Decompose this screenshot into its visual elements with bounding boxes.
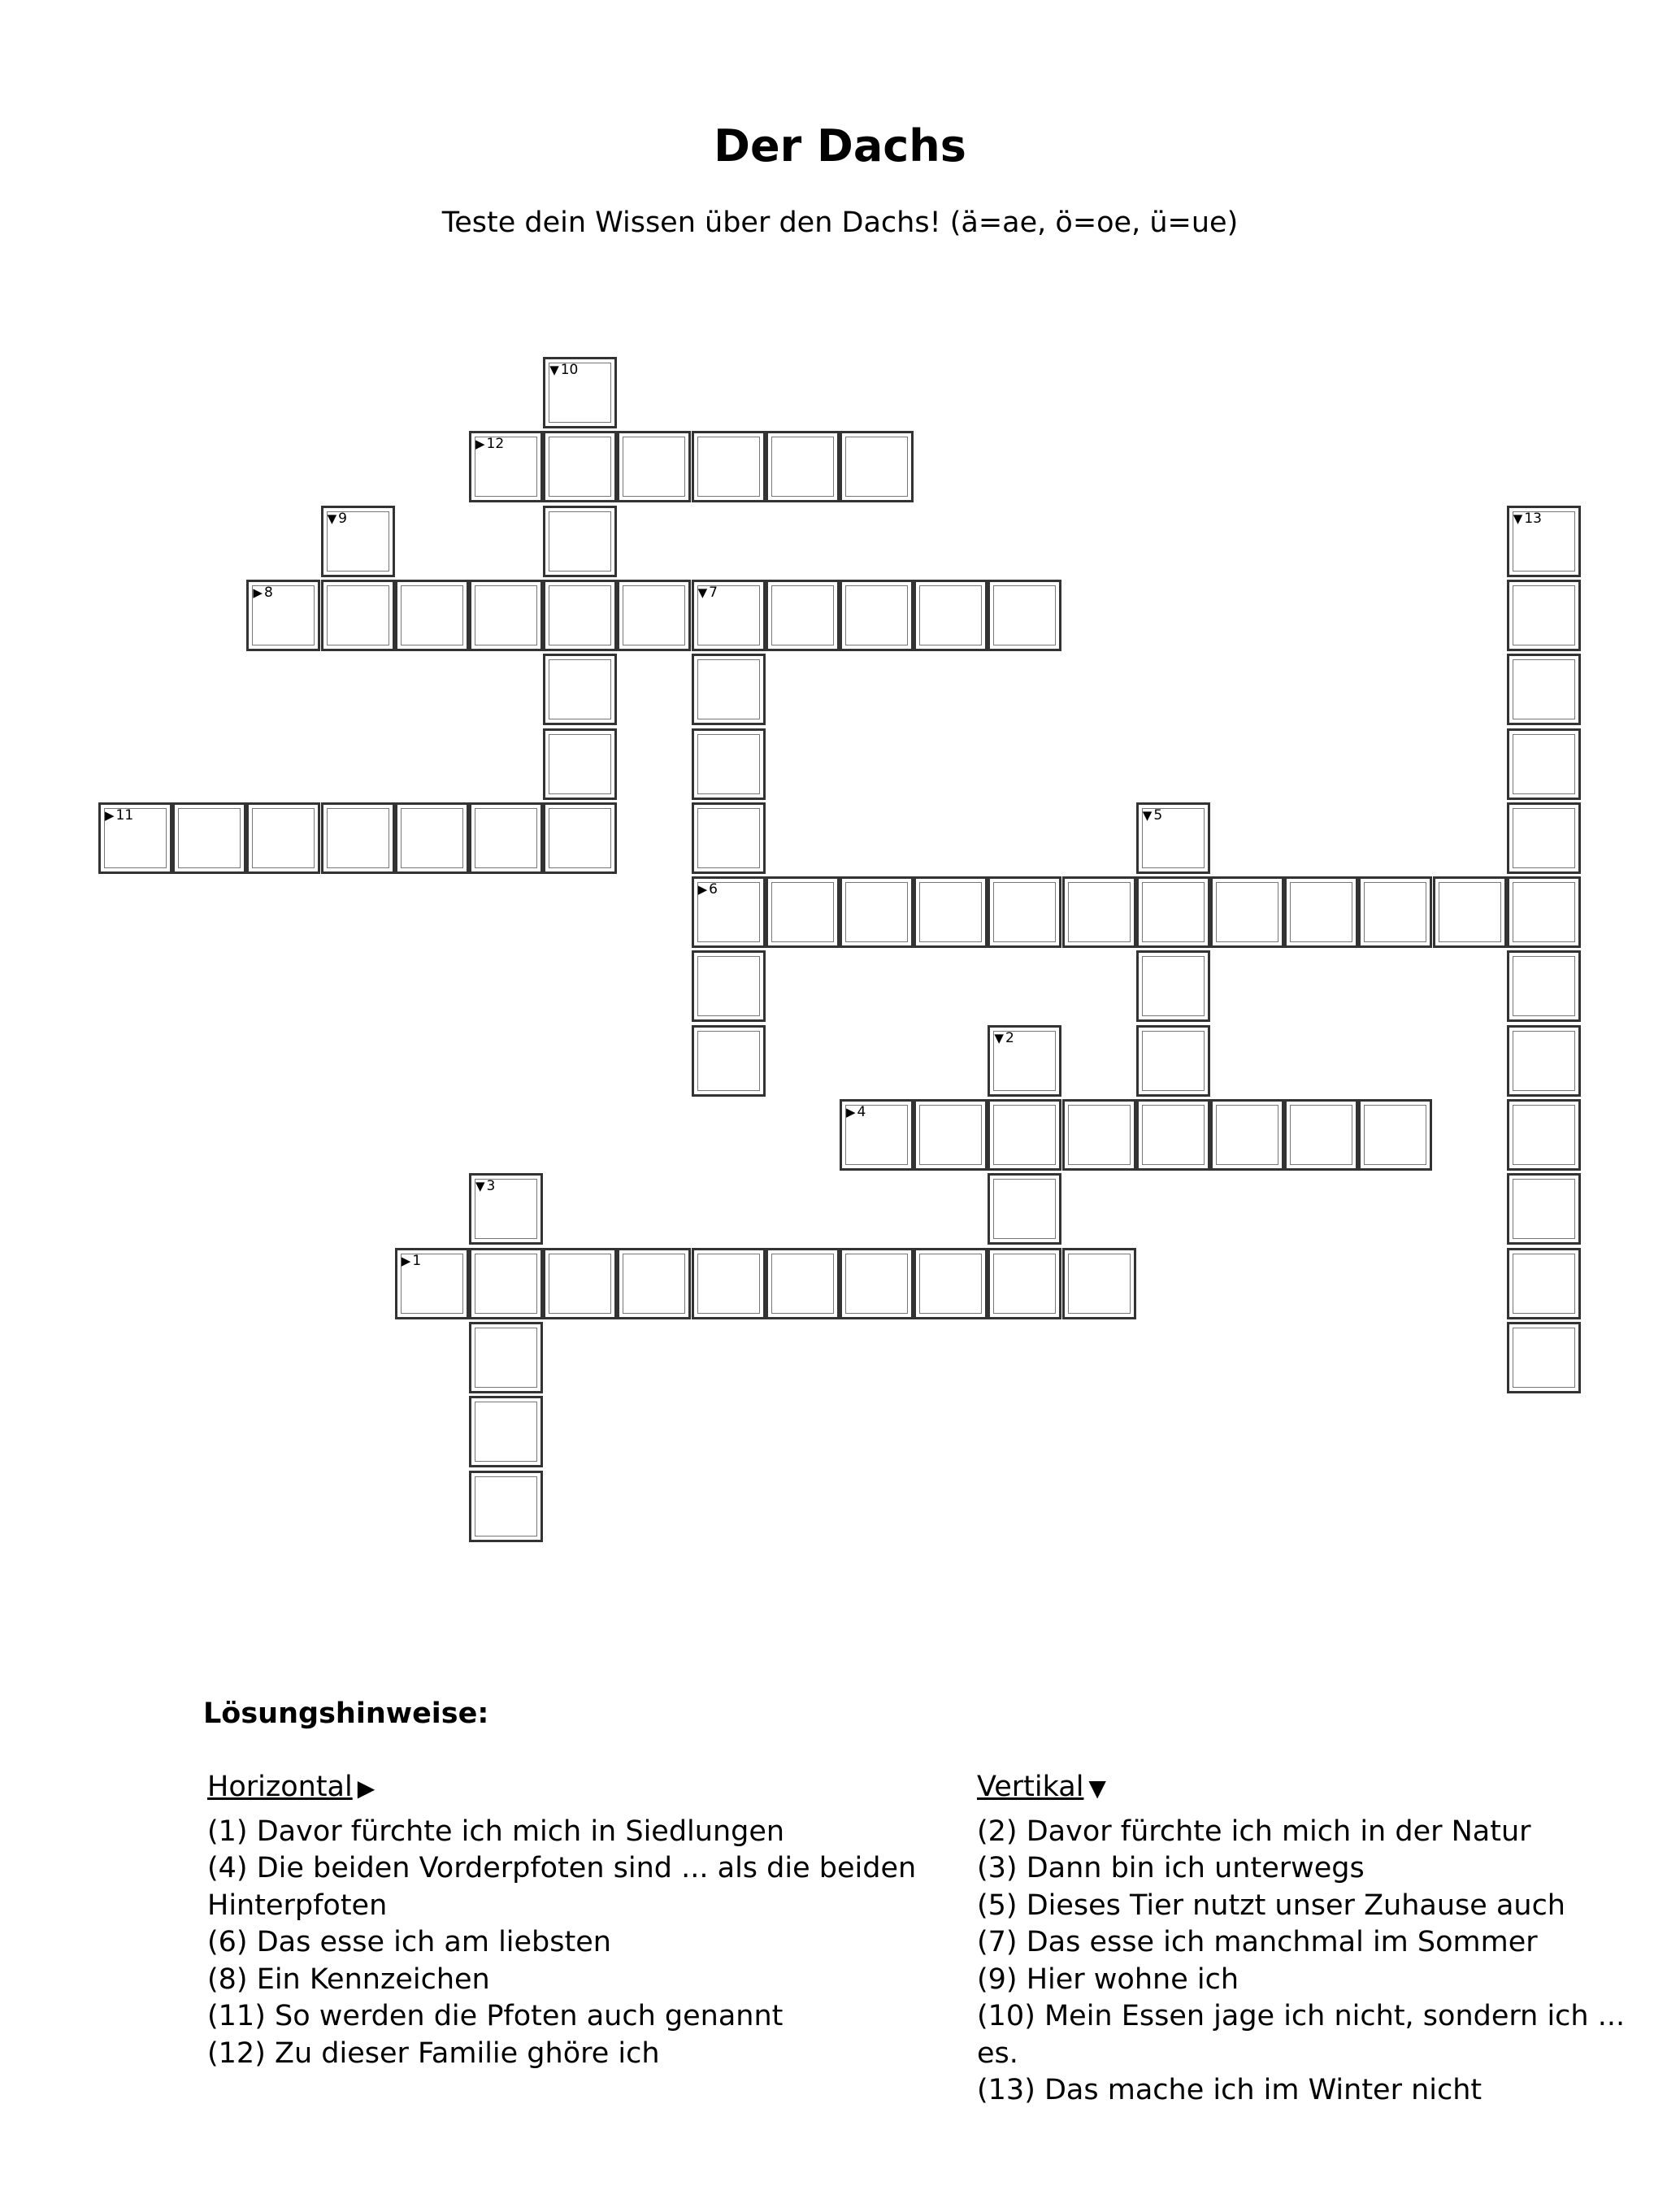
arrow-right-icon: ▶: [253, 585, 263, 600]
clue-number-label: [698, 585, 718, 601]
arrow-right-icon: ▶: [401, 1253, 411, 1268]
across-clue: (4) Die beiden Vorderpfoten sind ... als die beiden Hinterpfoten: [207, 1852, 917, 1922]
crossword-cell[interactable]: [766, 431, 840, 502]
clues-down-list: [977, 1814, 1652, 2110]
crossword-cell[interactable]: [692, 950, 766, 1022]
crossword-cell[interactable]: [469, 1248, 543, 1319]
crossword-cell[interactable]: [321, 580, 395, 651]
clue-number: 9: [338, 510, 347, 527]
clue-number: 3: [486, 1178, 496, 1195]
across-clue: (12) Zu dieser Familie ghöre ich: [207, 2036, 660, 2070]
crossword-cell[interactable]: [543, 580, 617, 651]
arrow-down-icon: ▼: [1513, 511, 1523, 526]
down-heading-label: Vertikal: [977, 1771, 1084, 1803]
page-title: Der Dachs: [714, 120, 966, 172]
crossword-cell[interactable]: [395, 1248, 469, 1319]
crossword-cell[interactable]: [766, 580, 840, 651]
crossword-cell[interactable]: [1507, 654, 1581, 725]
crossword-cell[interactable]: [543, 802, 617, 874]
crossword-cell[interactable]: [988, 1173, 1061, 1245]
crossword-cell[interactable]: [988, 1099, 1061, 1171]
crossword-cell[interactable]: [692, 728, 766, 800]
crossword-cell[interactable]: [914, 876, 988, 948]
arrow-down-icon: ▼: [549, 363, 559, 377]
crossword-cell[interactable]: [321, 802, 395, 874]
down-clue: (10) Mein Essen jage ich nicht, sondern ich ... es.: [977, 2000, 1626, 2070]
arrow-down-icon: ▼: [475, 1179, 485, 1194]
clue-number: 12: [486, 436, 505, 453]
arrow-down-icon: ▼: [1088, 1775, 1106, 1802]
crossword-cell[interactable]: [1507, 950, 1581, 1022]
clue-number-label: [105, 807, 133, 824]
crossword-cell[interactable]: [1062, 876, 1136, 948]
crossword-cell[interactable]: [840, 876, 914, 948]
crossword-cell[interactable]: [321, 506, 395, 577]
clue-number: 4: [857, 1104, 866, 1120]
clue-number: 7: [709, 584, 718, 601]
crossword-cell[interactable]: [692, 580, 766, 651]
clue-number: 13: [1524, 510, 1542, 527]
crossword-cell[interactable]: [840, 1248, 914, 1319]
crossword-cell[interactable]: [469, 1173, 543, 1245]
crossword-cell[interactable]: [914, 1099, 988, 1171]
arrow-right-icon: ▶: [697, 882, 708, 898]
crossword-cell[interactable]: [469, 1396, 543, 1467]
crossword-cell[interactable]: [1358, 1099, 1432, 1171]
crossword-cell[interactable]: [1136, 876, 1210, 948]
clue-number-label: [1513, 511, 1542, 527]
crossword-cell[interactable]: [914, 1248, 988, 1319]
crossword-cell[interactable]: [766, 1248, 840, 1319]
clue-number-label: [698, 881, 718, 898]
crossword-cell[interactable]: [1507, 580, 1581, 651]
clue-number-label: [475, 1178, 495, 1194]
crossword-cell[interactable]: [840, 580, 914, 651]
crossword-cell[interactable]: [692, 431, 766, 502]
across-clue: (11) So werden die Pfoten auch genannt: [207, 2000, 784, 2032]
clue-number-label: [846, 1104, 866, 1120]
crossword-cell[interactable]: [543, 506, 617, 577]
crossword-cell[interactable]: [1284, 876, 1358, 948]
crossword-cell[interactable]: [692, 876, 766, 948]
crossword-cell[interactable]: [988, 1248, 1061, 1319]
crossword-cell[interactable]: [1507, 876, 1581, 948]
crossword-cell[interactable]: [1433, 876, 1507, 948]
crossword-cell[interactable]: [246, 580, 320, 651]
crossword-cell[interactable]: [543, 728, 617, 800]
clue-number-label: [328, 511, 347, 527]
crossword-cell[interactable]: [692, 654, 766, 725]
crossword-cell[interactable]: [1507, 1322, 1581, 1393]
arrow-right-icon: ▶: [475, 437, 485, 452]
crossword-cell[interactable]: [988, 876, 1061, 948]
arrow-down-icon: ▼: [697, 585, 708, 600]
crossword-cell[interactable]: [543, 654, 617, 725]
arrow-right-icon: ▶: [846, 1105, 856, 1119]
arrow-down-icon: ▼: [327, 511, 337, 526]
arrow-down-icon: ▼: [1142, 807, 1153, 823]
crossword-cell[interactable]: [692, 802, 766, 874]
clue-number: 10: [560, 362, 579, 378]
clue-number: 2: [1005, 1029, 1014, 1046]
clue-number-label: [253, 585, 272, 601]
crossword-cell[interactable]: [1062, 1099, 1136, 1171]
crossword-cell[interactable]: [1507, 506, 1581, 577]
across-heading-label: Horizontal: [207, 1771, 353, 1803]
crossword-cell[interactable]: [692, 1248, 766, 1319]
crossword-cell[interactable]: [1210, 876, 1284, 948]
crossword-cell[interactable]: [543, 1248, 617, 1319]
arrow-right-icon: ▶: [105, 807, 115, 823]
clue-number-label: [402, 1253, 421, 1269]
crossword-cell[interactable]: [543, 357, 617, 428]
crossword-cell[interactable]: [395, 580, 469, 651]
crossword-cell[interactable]: [1136, 802, 1210, 874]
crossword-cell[interactable]: [1507, 1099, 1581, 1171]
down-clue: (9) Hier wohne ich: [977, 1962, 1239, 1996]
crossword-cell[interactable]: [617, 1248, 691, 1319]
crossword-cell[interactable]: [1062, 1248, 1136, 1319]
crossword-cell[interactable]: [1210, 1099, 1284, 1171]
crossword-cell[interactable]: [1507, 802, 1581, 874]
clues-across-list: [207, 1814, 939, 2073]
crossword-cell[interactable]: [840, 431, 914, 502]
crossword-cell[interactable]: [98, 802, 172, 874]
crossword-cell[interactable]: [469, 431, 543, 502]
clue-number: 6: [709, 881, 718, 898]
clues-down-heading: [977, 1769, 1652, 1807]
across-clue: (8) Ein Kennzeichen: [207, 1962, 490, 1996]
crossword-cell[interactable]: [469, 802, 543, 874]
clue-number: 8: [263, 584, 273, 601]
crossword-cell[interactable]: [1507, 1248, 1581, 1319]
crossword-cell[interactable]: [469, 1471, 543, 1542]
arrow-down-icon: ▼: [994, 1030, 1004, 1045]
clue-number-label: [475, 436, 504, 452]
crossword-cell[interactable]: [692, 1025, 766, 1097]
crossword-cell[interactable]: [617, 431, 691, 502]
crossword-cell[interactable]: [766, 876, 840, 948]
clue-number-label: [549, 362, 578, 378]
clue-number: 11: [115, 806, 134, 824]
crossword-cell[interactable]: [1136, 950, 1210, 1022]
clues-down-column: [977, 1769, 1652, 2110]
clue-number-label: [1143, 807, 1162, 824]
clue-number-label: [994, 1030, 1014, 1046]
page-subtitle: Teste dein Wissen über den Dachs! (ä=ae, ö=oe, ü=ue): [441, 206, 1239, 239]
clue-number: 5: [1153, 806, 1163, 824]
down-clue: (13) Das mache ich im Winter nicht: [977, 2074, 1482, 2106]
crossword-cell[interactable]: [988, 580, 1061, 651]
down-clue: (5) Dieses Tier nutzt unser Zuhause auch: [977, 1889, 1565, 1922]
crossword-cell[interactable]: [469, 1322, 543, 1393]
down-clue: (3) Dann bin ich unterwegs: [977, 1852, 1365, 1884]
crossword-cell[interactable]: [1358, 876, 1432, 948]
crossword-cell[interactable]: [246, 802, 320, 874]
across-clue: (6) Das esse ich am liebsten: [207, 1926, 611, 1958]
crossword-cell[interactable]: [395, 802, 469, 874]
crossword-cell[interactable]: [1507, 1025, 1581, 1097]
clues-across-heading: [207, 1769, 939, 1807]
clues-across-column: [207, 1769, 939, 2072]
arrow-right-icon: ▶: [357, 1775, 376, 1802]
crossword-cell[interactable]: [1136, 1099, 1210, 1171]
down-clue: (7) Das esse ich manchmal im Sommer: [977, 1926, 1538, 1958]
crossword-cell[interactable]: [1136, 1025, 1210, 1097]
clue-number: 1: [412, 1252, 422, 1269]
crossword-cell[interactable]: [1284, 1099, 1358, 1171]
hints-heading: Lösungshinweise:: [203, 1697, 489, 1730]
crossword-cell[interactable]: [988, 1025, 1061, 1097]
down-clue: (2) Davor fürchte ich mich in der Natur: [977, 1815, 1531, 1848]
crossword-cell[interactable]: [172, 802, 246, 874]
crossword-cell[interactable]: [1507, 728, 1581, 800]
crossword-cell[interactable]: [469, 580, 543, 651]
crossword-cell[interactable]: [617, 580, 691, 651]
across-clue: (1) Davor fürchte ich mich in Siedlungen: [207, 1815, 785, 1848]
crossword-cell[interactable]: [914, 580, 988, 651]
crossword-cell[interactable]: [1507, 1173, 1581, 1245]
crossword-cell[interactable]: [840, 1099, 914, 1171]
crossword-cell[interactable]: [543, 431, 617, 502]
